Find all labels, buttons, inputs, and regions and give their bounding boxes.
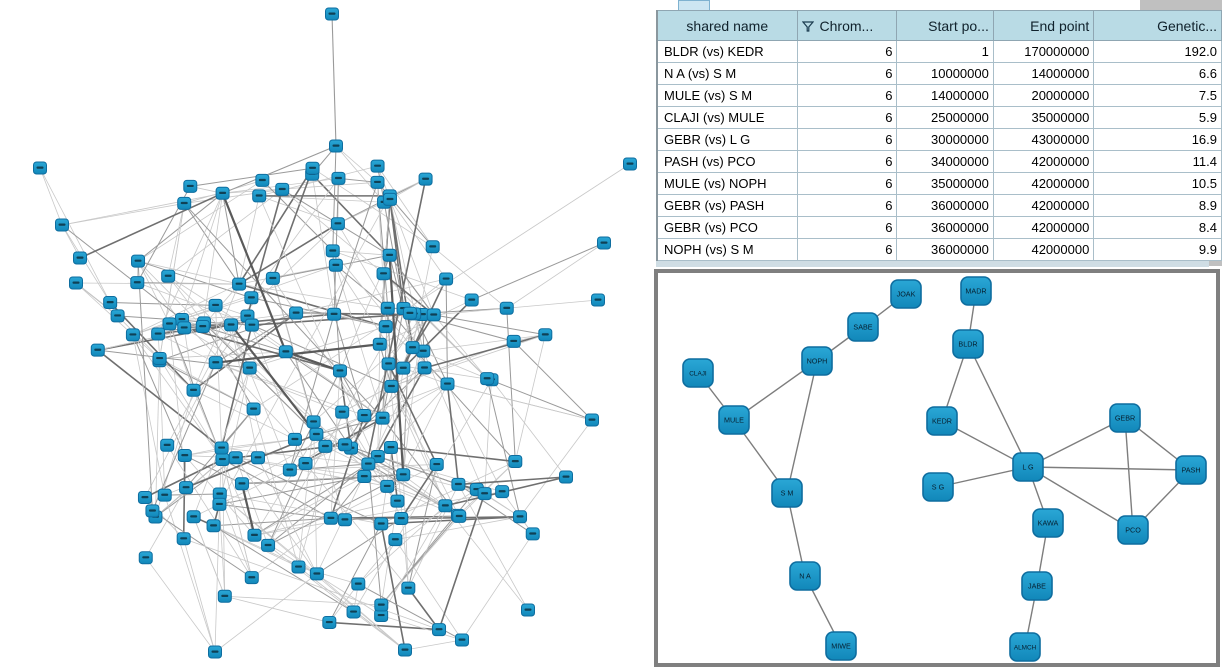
network-node[interactable] bbox=[509, 456, 522, 468]
network-node[interactable] bbox=[375, 518, 388, 530]
subnetwork-node-label: CLAJI bbox=[689, 370, 707, 378]
cell-value[interactable]: 10.5 bbox=[1094, 173, 1222, 195]
cell-value[interactable]: 36000000 bbox=[897, 217, 993, 239]
subnetwork-node-sabe[interactable] bbox=[848, 313, 878, 341]
network-node[interactable] bbox=[251, 452, 264, 464]
table-row[interactable] bbox=[657, 41, 1222, 63]
network-node[interactable] bbox=[456, 634, 469, 646]
cell-value[interactable]: 6 bbox=[797, 107, 897, 129]
subnetwork-node-label: S G bbox=[931, 482, 945, 492]
network-node[interactable] bbox=[138, 491, 151, 503]
cell-value[interactable]: 34000000 bbox=[897, 151, 993, 173]
network-node[interactable] bbox=[439, 500, 452, 512]
subnetwork-edge[interactable] bbox=[968, 344, 1028, 467]
cell-value[interactable]: 6 bbox=[797, 129, 897, 151]
table-row[interactable] bbox=[657, 63, 1222, 85]
network-edge bbox=[447, 384, 458, 484]
network-node[interactable] bbox=[111, 310, 124, 322]
filter-icon[interactable] bbox=[802, 21, 814, 32]
cell-value[interactable]: 6 bbox=[797, 85, 897, 107]
cell-shared-name[interactable]: MULE (vs) NOPH bbox=[657, 173, 797, 195]
network-edge bbox=[62, 193, 223, 225]
cell-value[interactable]: 36000000 bbox=[897, 239, 993, 261]
network-node[interactable] bbox=[225, 319, 238, 331]
network-node[interactable] bbox=[323, 616, 336, 628]
cell-value[interactable]: 8.4 bbox=[1094, 217, 1222, 239]
subnetwork-node-label: L G bbox=[1022, 462, 1034, 472]
cell-value[interactable]: 25000000 bbox=[897, 107, 993, 129]
network-node[interactable] bbox=[276, 183, 289, 195]
cell-value[interactable]: 30000000 bbox=[897, 129, 993, 151]
network-node[interactable] bbox=[161, 439, 174, 451]
network-node[interactable] bbox=[177, 533, 190, 545]
table-row[interactable] bbox=[657, 85, 1222, 107]
network-node[interactable] bbox=[381, 480, 394, 492]
network-edge bbox=[425, 335, 546, 368]
network-node[interactable] bbox=[403, 307, 416, 319]
cell-value[interactable]: 11.4 bbox=[1094, 151, 1222, 173]
network-edge bbox=[458, 484, 528, 610]
subnetwork-node-bldr[interactable] bbox=[953, 330, 983, 358]
network-node[interactable] bbox=[253, 190, 266, 202]
column-header-label: Start po... bbox=[928, 17, 989, 34]
network-node[interactable] bbox=[440, 273, 453, 285]
subnetwork-canvas[interactable] bbox=[658, 273, 1216, 663]
network-node[interactable] bbox=[207, 520, 220, 532]
network-node[interactable] bbox=[539, 329, 552, 341]
network-edge bbox=[423, 335, 545, 351]
network-node[interactable] bbox=[433, 624, 446, 636]
subnetwork-node-almch[interactable] bbox=[1010, 633, 1040, 661]
network-node[interactable] bbox=[158, 489, 171, 501]
network-node[interactable] bbox=[598, 237, 611, 249]
cell-value[interactable]: 6 bbox=[797, 239, 897, 261]
cell-value[interactable]: 14000000 bbox=[993, 63, 1093, 85]
network-node[interactable] bbox=[329, 259, 342, 271]
subnetwork-node-na[interactable] bbox=[790, 562, 820, 590]
network-node[interactable] bbox=[418, 362, 431, 374]
network-node[interactable] bbox=[395, 513, 408, 525]
network-edge bbox=[332, 14, 336, 146]
column-header-endpoint[interactable] bbox=[993, 11, 1093, 41]
network-node[interactable] bbox=[430, 458, 443, 470]
network-node[interactable] bbox=[481, 373, 494, 385]
network-edge bbox=[165, 494, 220, 495]
network-edge bbox=[447, 384, 592, 420]
network-node[interactable] bbox=[331, 218, 344, 230]
network-node[interactable] bbox=[215, 442, 228, 454]
subnetwork-node-noph[interactable] bbox=[802, 347, 832, 375]
network-node[interactable] bbox=[163, 318, 176, 330]
network-edge bbox=[80, 193, 223, 258]
network-node[interactable] bbox=[187, 511, 200, 523]
subnetwork-node-label: JABE bbox=[1028, 581, 1046, 591]
network-node[interactable] bbox=[362, 458, 375, 470]
cell-shared-name[interactable]: PASH (vs) PCO bbox=[657, 151, 797, 173]
network-node[interactable] bbox=[389, 534, 402, 546]
network-node[interactable] bbox=[478, 488, 491, 500]
cell-value[interactable]: 36000000 bbox=[897, 195, 993, 217]
column-header-label: shared name bbox=[686, 17, 769, 34]
cell-value[interactable]: 9.9 bbox=[1094, 239, 1222, 261]
subnetwork-node-label: GEBR bbox=[1114, 413, 1136, 423]
network-node[interactable] bbox=[427, 309, 440, 321]
network-node[interactable] bbox=[376, 412, 389, 424]
network-edge bbox=[434, 315, 487, 379]
subnetwork-node-label: MULE bbox=[724, 415, 744, 425]
column-header-label: End point bbox=[1030, 17, 1090, 34]
network-edge bbox=[520, 420, 592, 517]
cell-value[interactable]: 42000000 bbox=[993, 173, 1093, 195]
cell-value[interactable]: 6 bbox=[797, 151, 897, 173]
subnetwork-node-label: S M bbox=[780, 488, 794, 498]
subnetwork-node-label: JOAK bbox=[896, 289, 916, 299]
network-edge bbox=[184, 456, 185, 539]
network-node[interactable] bbox=[383, 193, 396, 205]
network-node[interactable] bbox=[256, 174, 269, 186]
network-edge bbox=[472, 243, 604, 300]
network-edge bbox=[462, 534, 533, 640]
table-row[interactable] bbox=[657, 195, 1222, 217]
network-edge bbox=[225, 596, 330, 622]
network-node[interactable] bbox=[500, 302, 513, 314]
network-node[interactable] bbox=[624, 158, 637, 170]
network-node[interactable] bbox=[377, 268, 390, 280]
column-header-startpo[interactable] bbox=[897, 11, 993, 41]
network-edge bbox=[491, 380, 566, 477]
network-node[interactable] bbox=[406, 342, 419, 354]
network-node[interactable] bbox=[526, 528, 539, 540]
network-edge bbox=[138, 261, 239, 284]
cell-value[interactable]: 7.5 bbox=[1094, 85, 1222, 107]
network-edge bbox=[138, 261, 152, 511]
subnetwork-node-label: SABE bbox=[853, 322, 873, 332]
network-node[interactable] bbox=[338, 514, 351, 526]
network-node[interactable] bbox=[379, 321, 392, 333]
cell-value[interactable]: 5.9 bbox=[1094, 107, 1222, 129]
network-node[interactable] bbox=[213, 498, 226, 510]
network-node[interactable] bbox=[514, 511, 527, 523]
table-tab-stub[interactable] bbox=[678, 0, 710, 10]
network-node[interactable] bbox=[399, 644, 412, 656]
network-edge bbox=[507, 308, 516, 461]
network-node[interactable] bbox=[310, 428, 323, 440]
network-node[interactable] bbox=[307, 416, 320, 428]
cell-shared-name[interactable]: GEBR (vs) PCO bbox=[657, 217, 797, 239]
network-node[interactable] bbox=[245, 292, 258, 304]
network-node[interactable] bbox=[146, 505, 159, 517]
network-edge bbox=[487, 379, 592, 420]
network-node[interactable] bbox=[426, 241, 439, 253]
network-node[interactable] bbox=[328, 308, 341, 320]
subnetwork-node-miwe[interactable] bbox=[826, 632, 856, 660]
cell-value[interactable]: 42000000 bbox=[993, 151, 1093, 173]
cell-value[interactable]: 14000000 bbox=[897, 85, 993, 107]
subnetwork-node-madr[interactable] bbox=[961, 277, 991, 305]
network-node[interactable] bbox=[339, 439, 352, 451]
subnetwork-node-pash[interactable] bbox=[1176, 456, 1206, 484]
cell-value[interactable]: 8.9 bbox=[1094, 195, 1222, 217]
subnetwork-edge[interactable] bbox=[1028, 467, 1191, 470]
network-node[interactable] bbox=[153, 352, 166, 364]
network-edge bbox=[215, 574, 317, 652]
network-edge bbox=[252, 325, 383, 418]
network-node[interactable] bbox=[452, 478, 465, 490]
subnetwork-node-pco[interactable] bbox=[1118, 516, 1148, 544]
network-node[interactable] bbox=[290, 307, 303, 319]
cell-value[interactable]: 10000000 bbox=[897, 63, 993, 85]
network-node[interactable] bbox=[336, 406, 349, 418]
network-node[interactable] bbox=[152, 328, 165, 340]
table-row[interactable] bbox=[657, 151, 1222, 173]
network-node[interactable] bbox=[178, 322, 191, 334]
table-hscrollbar[interactable] bbox=[656, 261, 1209, 267]
network-node[interactable] bbox=[34, 162, 47, 174]
network-node[interactable] bbox=[381, 302, 394, 314]
subnetwork-node-kedr[interactable] bbox=[927, 407, 957, 435]
cell-value[interactable]: 6 bbox=[797, 173, 897, 195]
network-node[interactable] bbox=[382, 358, 395, 370]
table-row[interactable] bbox=[657, 129, 1222, 151]
subnetwork-panel[interactable] bbox=[654, 269, 1220, 667]
network-edge bbox=[231, 325, 316, 435]
network-node[interactable] bbox=[131, 277, 144, 289]
network-node[interactable] bbox=[383, 249, 396, 261]
cell-value[interactable]: 35000000 bbox=[897, 173, 993, 195]
subnetwork-node-label: BLDR bbox=[958, 339, 978, 349]
network-node[interactable] bbox=[178, 450, 191, 462]
network-node[interactable] bbox=[288, 433, 301, 445]
network-edge bbox=[515, 335, 545, 462]
cell-value[interactable]: 192.0 bbox=[1094, 41, 1222, 63]
cell-shared-name[interactable]: MULE (vs) S M bbox=[657, 85, 797, 107]
network-node[interactable] bbox=[299, 458, 312, 470]
cell-shared-name[interactable]: GEBR (vs) L G bbox=[657, 129, 797, 151]
network-node[interactable] bbox=[218, 590, 231, 602]
network-node[interactable] bbox=[279, 346, 292, 358]
network-edge bbox=[184, 539, 215, 652]
network-node[interactable] bbox=[126, 329, 139, 341]
network-node[interactable] bbox=[209, 299, 222, 311]
network-node[interactable] bbox=[324, 512, 337, 524]
column-header-label: Chrom... bbox=[819, 17, 874, 34]
column-header-label: Genetic... bbox=[1157, 17, 1217, 34]
subnetwork-edge[interactable] bbox=[1125, 418, 1133, 530]
network-node[interactable] bbox=[326, 245, 339, 257]
network-node[interactable] bbox=[70, 277, 83, 289]
cell-value[interactable]: 6.6 bbox=[1094, 63, 1222, 85]
network-node[interactable] bbox=[91, 344, 104, 356]
network-node[interactable] bbox=[465, 294, 478, 306]
network-node[interactable] bbox=[262, 539, 275, 551]
subnetwork-node-mule[interactable] bbox=[719, 406, 749, 434]
table-header-row bbox=[657, 11, 1222, 41]
cell-value[interactable]: 20000000 bbox=[993, 85, 1093, 107]
subnetwork-node-label: ALMCH bbox=[1013, 644, 1037, 652]
subnetwork-node-kawa[interactable] bbox=[1033, 509, 1063, 537]
network-node[interactable] bbox=[178, 197, 191, 209]
cell-value[interactable]: 43000000 bbox=[993, 129, 1093, 151]
network-node[interactable] bbox=[496, 486, 509, 498]
network-node[interactable] bbox=[358, 409, 371, 421]
network-node[interactable] bbox=[347, 606, 360, 618]
network-edge bbox=[158, 193, 222, 334]
network-node[interactable] bbox=[332, 172, 345, 184]
subnetwork-node-claji[interactable] bbox=[683, 359, 713, 387]
subnetwork-edge[interactable] bbox=[787, 361, 817, 493]
network-edge bbox=[296, 279, 446, 313]
cell-value[interactable]: 170000000 bbox=[993, 41, 1093, 63]
network-edge bbox=[405, 640, 462, 650]
edge-attribute-table bbox=[656, 10, 1222, 261]
table-row[interactable] bbox=[657, 107, 1222, 129]
network-edge bbox=[514, 341, 592, 420]
network-node[interactable] bbox=[247, 403, 260, 415]
subnetwork-node-sm[interactable] bbox=[772, 479, 802, 507]
network-node[interactable] bbox=[391, 495, 404, 507]
table-panel bbox=[653, 0, 1222, 269]
network-node[interactable] bbox=[352, 578, 365, 590]
subnetwork-node-label: KAWA bbox=[1037, 518, 1059, 528]
network-node[interactable] bbox=[243, 362, 256, 374]
network-node[interactable] bbox=[371, 160, 384, 172]
network-node[interactable] bbox=[560, 471, 573, 483]
network-node[interactable] bbox=[358, 471, 371, 483]
subnetwork-node-label: KEDR bbox=[932, 416, 952, 426]
network-node[interactable] bbox=[385, 380, 398, 392]
network-node[interactable] bbox=[292, 561, 305, 573]
network-node[interactable] bbox=[326, 8, 339, 20]
network-node[interactable] bbox=[507, 335, 520, 347]
network-node[interactable] bbox=[245, 572, 258, 584]
table-row[interactable] bbox=[657, 173, 1222, 195]
cell-shared-name[interactable]: CLAJI (vs) MULE bbox=[657, 107, 797, 129]
subnetwork-node-label: N A bbox=[799, 571, 811, 581]
cell-value[interactable]: 42000000 bbox=[993, 217, 1093, 239]
network-node[interactable] bbox=[196, 321, 209, 333]
network-node[interactable] bbox=[229, 452, 242, 464]
subnetwork-node-gebr[interactable] bbox=[1110, 404, 1140, 432]
network-node[interactable] bbox=[384, 441, 397, 453]
network-node[interactable] bbox=[592, 294, 605, 306]
network-edge bbox=[62, 203, 184, 225]
cell-value[interactable]: 35000000 bbox=[993, 107, 1093, 129]
cell-value[interactable]: 1 bbox=[897, 41, 993, 63]
cell-value[interactable]: 6 bbox=[797, 217, 897, 239]
network-node[interactable] bbox=[56, 219, 69, 231]
network-node[interactable] bbox=[162, 270, 175, 282]
network-node[interactable] bbox=[209, 646, 222, 658]
network-node[interactable] bbox=[371, 176, 384, 188]
cell-value[interactable]: 42000000 bbox=[993, 239, 1093, 261]
network-node[interactable] bbox=[74, 252, 87, 264]
subnetwork-node-joak[interactable] bbox=[891, 280, 921, 308]
network-node[interactable] bbox=[397, 362, 410, 374]
network-edge bbox=[507, 243, 604, 308]
network-node[interactable] bbox=[373, 338, 386, 350]
network-node[interactable] bbox=[319, 440, 332, 452]
network-node[interactable] bbox=[184, 180, 197, 192]
cell-shared-name[interactable]: NOPH (vs) S M bbox=[657, 239, 797, 261]
network-node[interactable] bbox=[187, 384, 200, 396]
table-row[interactable] bbox=[657, 217, 1222, 239]
network-edge bbox=[381, 615, 462, 640]
network-edge bbox=[391, 447, 515, 461]
cell-value[interactable]: 6 bbox=[797, 63, 897, 85]
network-edge bbox=[223, 193, 239, 284]
cell-value[interactable]: 42000000 bbox=[993, 195, 1093, 217]
network-node[interactable] bbox=[330, 140, 343, 152]
network-node[interactable] bbox=[333, 365, 346, 377]
network-node[interactable] bbox=[216, 187, 229, 199]
cell-shared-name[interactable]: GEBR (vs) PASH bbox=[657, 195, 797, 217]
cell-shared-name[interactable]: N A (vs) S M bbox=[657, 63, 797, 85]
subnetwork-node-label: PASH bbox=[1181, 465, 1201, 475]
subnetwork-node-label: NOPH bbox=[806, 356, 828, 366]
table-row[interactable] bbox=[657, 239, 1222, 261]
network-node[interactable] bbox=[139, 552, 152, 564]
column-header-genetic[interactable] bbox=[1094, 11, 1222, 41]
subnetwork-node-lg[interactable] bbox=[1013, 453, 1043, 481]
network-node[interactable] bbox=[441, 378, 454, 390]
network-node[interactable] bbox=[522, 604, 535, 616]
network-node[interactable] bbox=[104, 297, 117, 309]
network-node[interactable] bbox=[216, 453, 229, 465]
network-node[interactable] bbox=[248, 529, 261, 541]
network-node[interactable] bbox=[453, 510, 466, 522]
network-edge bbox=[251, 298, 385, 327]
network-node[interactable] bbox=[209, 357, 222, 369]
network-node[interactable] bbox=[402, 582, 415, 594]
subnetwork-node-label: MIWE bbox=[831, 641, 851, 651]
network-edge bbox=[40, 168, 62, 225]
network-node[interactable] bbox=[419, 173, 432, 185]
network-node[interactable] bbox=[266, 272, 279, 284]
subnetwork-node-label: PCO bbox=[1125, 525, 1141, 535]
subnetwork-node-label: MADR bbox=[965, 286, 987, 296]
subnetwork-node-sg[interactable] bbox=[923, 473, 953, 501]
network-node[interactable] bbox=[310, 568, 323, 580]
network-edge bbox=[259, 196, 338, 224]
cell-shared-name[interactable]: BLDR (vs) KEDR bbox=[657, 41, 797, 63]
network-node[interactable] bbox=[375, 599, 388, 611]
network-node[interactable] bbox=[306, 162, 319, 174]
cell-value[interactable]: 6 bbox=[797, 195, 897, 217]
column-header-sharedname[interactable] bbox=[657, 11, 797, 41]
network-edge bbox=[434, 315, 546, 335]
network-node[interactable] bbox=[586, 414, 599, 426]
network-node[interactable] bbox=[132, 255, 145, 267]
network-node[interactable] bbox=[180, 482, 193, 494]
network-node[interactable] bbox=[233, 278, 246, 290]
network-node[interactable] bbox=[235, 478, 248, 490]
network-node[interactable] bbox=[397, 469, 410, 481]
cell-value[interactable]: 6 bbox=[797, 41, 897, 63]
network-edge bbox=[146, 558, 215, 652]
network-edge bbox=[268, 464, 368, 545]
network-edge bbox=[184, 539, 439, 630]
network-edge bbox=[485, 380, 492, 494]
cell-value[interactable]: 16.9 bbox=[1094, 129, 1222, 151]
subnetwork-node-jabe[interactable] bbox=[1022, 572, 1052, 600]
network-node[interactable] bbox=[283, 464, 296, 476]
column-header-chrom[interactable] bbox=[797, 11, 897, 41]
network-node[interactable] bbox=[245, 319, 258, 331]
